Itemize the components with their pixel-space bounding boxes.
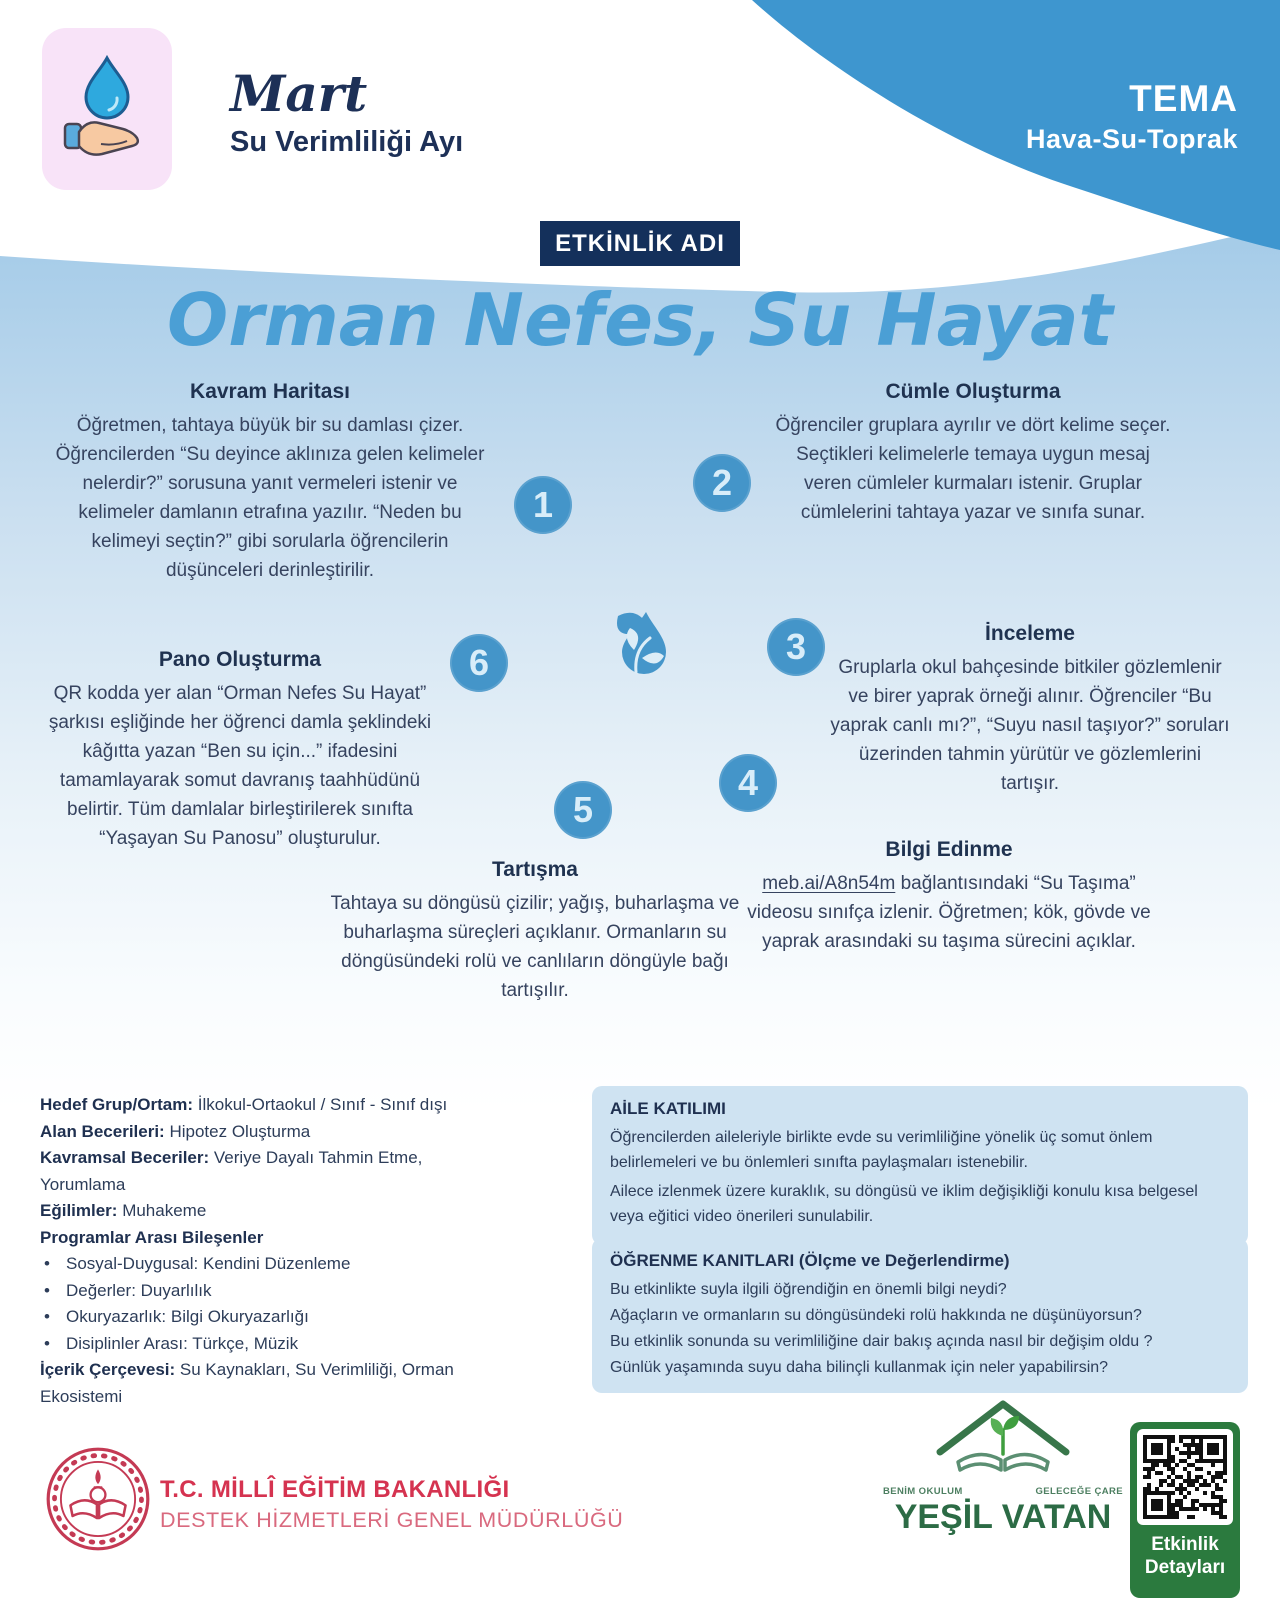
step-number-1: 1 — [514, 476, 572, 534]
box-paragraph: Ailece izlenmek üzere kuraklık, su döngüsü ve iklim değişikliği konulu kısa belgesel veya eğitici video önerileri sunulabilir. — [610, 1183, 1198, 1225]
meta-bullet: • Sosyal-Duygusal: Kendini Düzenleme — [40, 1251, 580, 1278]
step-title: Pano Oluşturma — [158, 648, 322, 671]
family-participation-box — [592, 1086, 1248, 1245]
activity-name-badge: ETKİNLİK ADI — [540, 221, 740, 266]
step-kavram-haritasi — [50, 380, 490, 585]
evidence-question: Ağaçların ve ormanların su döngüsündeki rolü hakkında ne düşünüyorsun? — [610, 1307, 1142, 1324]
bullet-dot: • — [44, 1307, 50, 1326]
meb-link[interactable]: meb.ai/A8n54m — [762, 873, 896, 894]
step-tartisma — [330, 858, 740, 1005]
ministry-name: T.C. MİLLÎ EĞİTİM BAKANLIĞI — [160, 1476, 510, 1503]
step-bilgi-edinme — [744, 838, 1154, 956]
step-text: Gruplarla okul bahçesinde bitkiler gözlemlenir ve birer yaprak örneği alınır. Öğrenciler “Bu yaprak canlı mı?”, “Suyu nasıl taşıyor?” soruları üzerinden tahmin yürütür ve gözlemlerini tartışır. — [830, 657, 1230, 794]
box-paragraph: Öğrencilerden aileleriyle birlikte evde su verimliliğine yönelik üç somut önlem belirlemeleri ve bu önlemleri sınıfta paylaşmaları istenebilir. — [610, 1129, 1153, 1171]
month-subtitle: Su Verimliliği Ayı — [230, 126, 464, 158]
step-title: Bilgi Edinme — [885, 838, 1013, 861]
activity-meta-block — [40, 1092, 580, 1410]
qr-code — [1143, 1435, 1227, 1519]
step-title: Cümle Oluşturma — [885, 380, 1061, 403]
meta-line: Hedef Grup/Ortam: İlkokul-Ortaokul / Sınıf - Sınıf dışı — [40, 1095, 448, 1114]
meta-line: Yorumlama — [40, 1174, 126, 1194]
activity-details-qr-badge — [1130, 1422, 1240, 1598]
meta-line: Alan Becerileri: Hipotez Oluşturma — [40, 1121, 311, 1141]
meta-bullet: • Disiplinler Arası: Türkçe, Müzik — [40, 1331, 580, 1358]
step-number-4: 4 — [719, 754, 777, 812]
qr-label: Etkinlik Detayları — [1144, 1534, 1226, 1578]
month-title: Mart — [230, 64, 368, 123]
step-text: QR kodda yer alan “Orman Nefes Su Hayat” şarkısı eşliğinde her öğrenci damla şeklindeki kâğıtta yazan “Ben su için...” ifadesini tamamlayarak somut davranış taahhüdünü belirtir. Tüm damlalar birleştirilerek sınıfta “Yaşayan Su Panosu” oluşturulur. — [48, 683, 432, 849]
evidence-question: Bu etkinlikte suyla ilgili öğrendiğin en önemli bilgi neydi? — [610, 1281, 1007, 1298]
step-pano-olusturma — [40, 648, 440, 853]
bullet-dot: • — [44, 1280, 50, 1300]
box-title: ÖĞRENME KANITLARI (Ölçme ve Değerlendirme) — [610, 1251, 1010, 1270]
yesil-vatan-tagline: BENİM OKULUM GELECEĞE ÇARE — [883, 1486, 1123, 1497]
bullet-dot: • — [44, 1333, 50, 1353]
step-title: Kavram Haritası — [190, 380, 350, 403]
step-text: Tahtaya su döngüsü çizilir; yağış, buharlaşma ve buharlaşma süreçleri açıklanır. Ormanların su döngüsündeki rolü ve canlıların döngüyle bağı tartışılır. — [330, 893, 740, 1001]
step-number-5: 5 — [554, 781, 612, 839]
meta-bullet: • Okuryazarlık: Bilgi Okuryazarlığı — [40, 1304, 580, 1331]
yesil-vatan-logo-icon — [928, 1396, 1078, 1491]
evidence-question: Günlük yaşamında suyu daha bilinçli kullanmak için neler yapabilirsin? — [610, 1359, 1109, 1376]
meta-line: Ekosistemi — [40, 1386, 123, 1406]
step-text-rest: bağlantısındaki “Su Taşıma” videosu sınıfça izlenir. Öğretmen; kök, gövde ve yaprak arasındaki su taşıma sürecini açıklar. — [747, 873, 1151, 952]
step-number-2: 2 — [693, 454, 751, 512]
theme-label: TEMA — [1129, 78, 1238, 119]
qr-code-frame — [1137, 1429, 1233, 1525]
step-text — [744, 869, 1154, 956]
step-title: İnceleme — [985, 622, 1075, 645]
hand-water-drop-icon — [61, 52, 153, 166]
water-hand-logo-tile — [42, 28, 172, 190]
yesil-vatan-name: YEŞİL VATAN — [894, 1498, 1112, 1536]
ministry-department: DESTEK HİZMETLERİ GENEL MÜDÜRLÜĞÜ — [160, 1508, 624, 1532]
step-text: Öğrenciler gruplara ayrılır ve dört kelime seçer. Seçtikleri kelimelerle temaya uygun mesaj veren cümleler kurmaları istenir. Gruplar cümlelerini tahtaya yazar ve sınıfa sunar. — [775, 415, 1171, 523]
box-title: AİLE KATILIMI — [610, 1099, 726, 1118]
activity-title: Orman Nefes, Su Hayat — [167, 278, 1113, 362]
step-inceleme — [830, 622, 1230, 798]
step-title: Tartışma — [492, 858, 578, 881]
meta-line: Programlar Arası Bileşenler — [40, 1227, 264, 1247]
meb-emblem-icon — [45, 1446, 151, 1557]
theme-value: Hava-Su-Toprak — [1025, 124, 1238, 154]
meta-line: Eğilimler: Muhakeme — [40, 1201, 207, 1220]
step-number-6: 6 — [450, 634, 508, 692]
water-drop-leaf-icon — [600, 602, 678, 699]
meta-line: İçerik Çerçevesi: Su Kaynakları, Su Verimliliği, Orman — [40, 1360, 454, 1379]
step-text: Öğretmen, tahtaya büyük bir su damlası çizer. Öğrencilerden “Su deyince aklınıza gelen kelimeler nelerdir?” sorusuna yanıt vermeleri istenir ve kelimeler damlanın etrafına yazılır. “Neden bu kelimeyi seçtin?” gibi sorularla öğrencilerin düşünceleri derinleştirilir. — [55, 415, 485, 581]
learning-evidence-box — [592, 1238, 1248, 1393]
bullet-dot: • — [44, 1254, 50, 1273]
meta-bullet: • Değerler: Duyarlılık — [40, 1278, 580, 1305]
evidence-question: Bu etkinlik sonunda su verimliliğine dair bakış açında nasıl bir değişim oldu ? — [610, 1333, 1153, 1350]
step-number-3: 3 — [767, 618, 825, 676]
meta-line: Kavramsal Beceriler: Veriye Dayalı Tahmin Etme, — [40, 1148, 423, 1167]
theme-block — [1026, 78, 1238, 155]
step-cumle-olusturma — [773, 380, 1173, 527]
